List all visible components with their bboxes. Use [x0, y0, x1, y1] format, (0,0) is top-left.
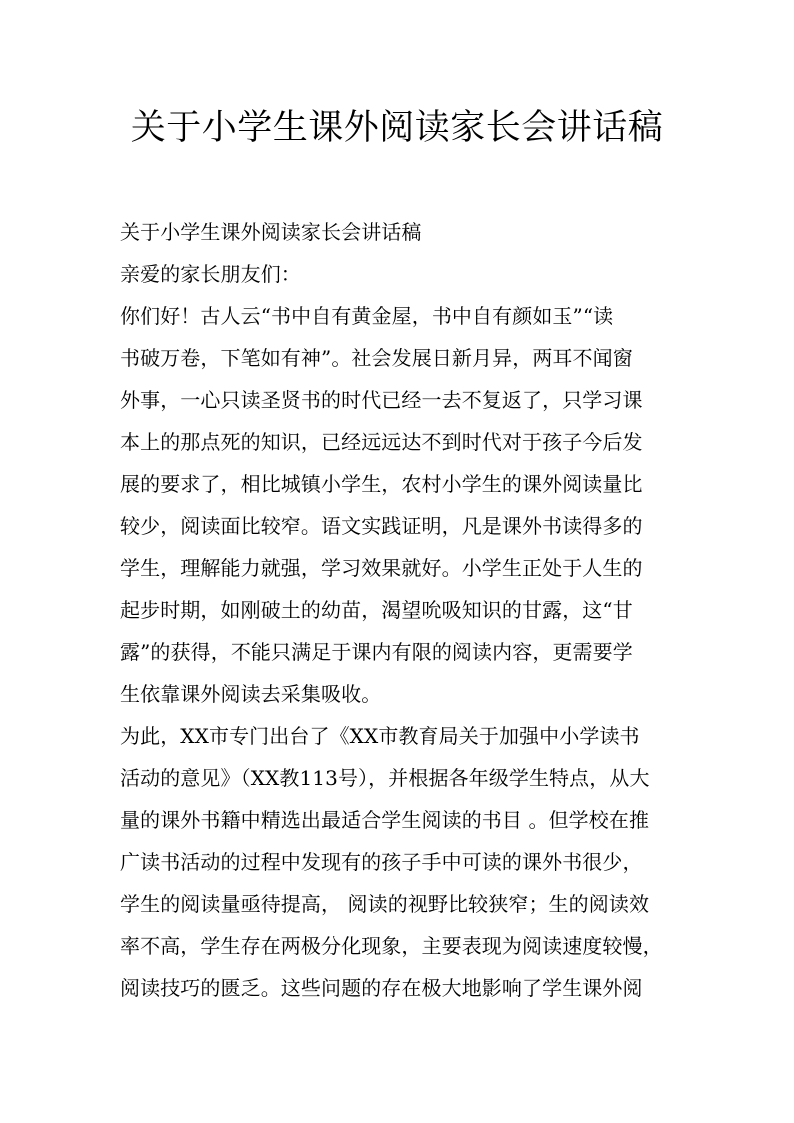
text-line: 本上的那点死的知识，已经远远达不到时代对于孩子今后发 [120, 430, 643, 454]
text-line: 你们好！古人云“书中自有黄金屋，书中自有颜如玉”“读 [120, 304, 614, 328]
text-line: 展的要求了，相比城镇小学生，农村小学生的课外阅读量比 [120, 472, 643, 496]
document-title: 关于小学生课外阅读家长会讲话稿 [130, 108, 664, 148]
text-line: 关于小学生课外阅读家长会讲话稿 [120, 220, 422, 244]
text-line: 广读书活动的过程中发现有的孩子手中可读的课外书很少， [120, 850, 643, 874]
text-line: 外事，一心只读圣贤书的时代已经一去不复返了，只学习课 [120, 388, 643, 412]
document-body [120, 211, 680, 1009]
text-line: 阅读技巧的匮乏。这些问题的存在极大地影响了学生课外阅 [120, 976, 643, 1000]
text-line: 量的课外书籍中精选出最适合学生阅读的书目 。但学校在推 [120, 808, 650, 832]
text-line: 起步时期，如刚破土的幼苗，渴望吮吸知识的甘露，这“甘 [120, 598, 633, 622]
text-line: 亲爱的家长朋友们： [120, 262, 301, 286]
text-line: 学生，理解能力就强，学习效果就好。小学生正处于人生的 [120, 556, 643, 580]
text-line: 为此，XX市专门出台了《XX市教育局关于加强中小学读书 [120, 724, 640, 748]
text-line: 较少，阅读面比较窄。语文实践证明，凡是课外书读得多的 [120, 514, 643, 538]
text-line: 活动的意见》（XX教113号），并根据各年级学生特点，从大 [120, 766, 650, 790]
text-line: 率不高，学生存在两极分化现象，主要表现为阅读速度较慢， [120, 934, 663, 958]
text-line: 学生的阅读量亟待提高， 阅读的视野比较狭窄；生的阅读效 [120, 892, 650, 916]
text-line: 露”的获得，不能只满足于课内有限的阅读内容，更需要学 [120, 640, 633, 664]
text-line: 生依靠课外阅读去采集吸收。 [120, 682, 382, 706]
text-line: 书破万卷，下笔如有神”。社会发展日新月异，两耳不闻窗 [120, 346, 633, 370]
